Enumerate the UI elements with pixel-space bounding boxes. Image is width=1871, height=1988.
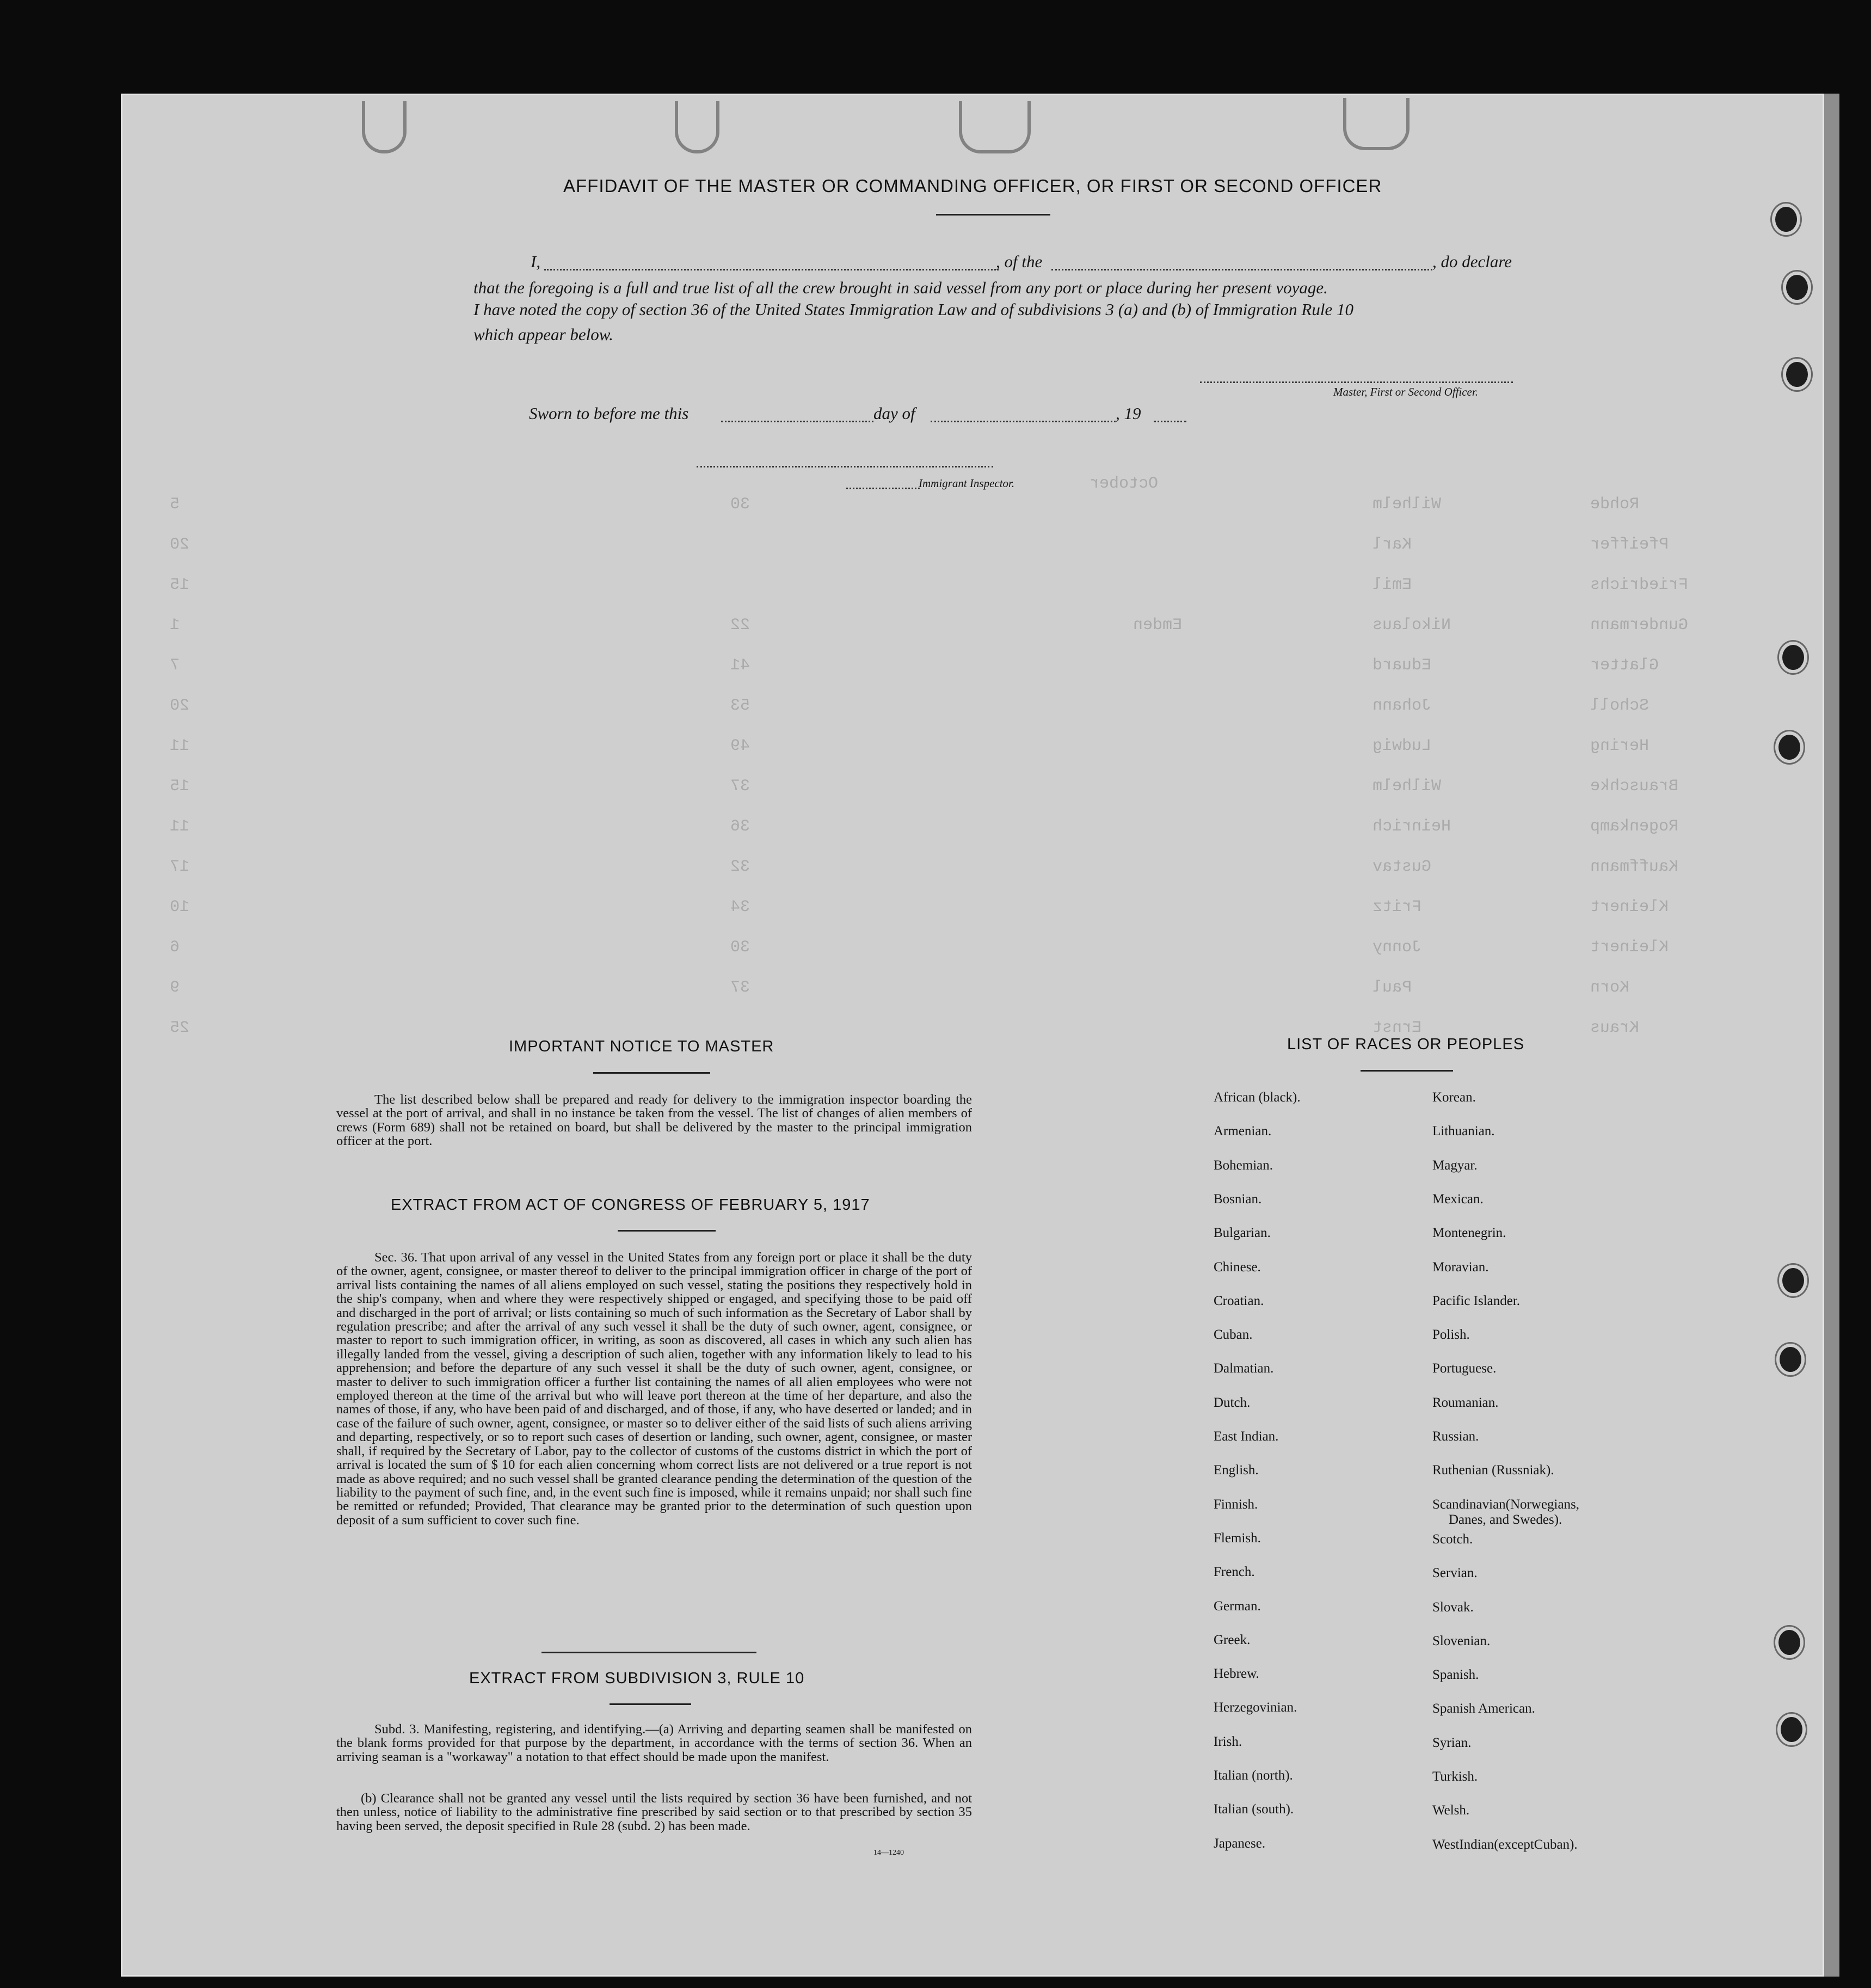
- bleed-through-text: 20: [170, 536, 190, 554]
- inspector-signature-field[interactable]: [846, 487, 920, 489]
- race-item: Servian.: [1432, 1566, 1478, 1581]
- bleed-through-text: 9: [170, 978, 180, 997]
- bleed-through-text: 17: [170, 858, 190, 876]
- bleed-through-text: Glatter: [1590, 656, 1659, 675]
- bleed-through-text: 53: [730, 697, 750, 715]
- bleed-through-text: 20: [170, 697, 190, 715]
- bleed-through-text: Karl: [1373, 536, 1412, 554]
- bleed-through-text: Scholl: [1590, 697, 1650, 715]
- rule-title: EXTRACT FROM SUBDIVISION 3, RULE 10: [469, 1670, 805, 1687]
- affidavit-of-the: , of the: [996, 252, 1043, 271]
- race-item: Spanish.: [1432, 1667, 1479, 1683]
- race-item: Japanese.: [1214, 1836, 1266, 1851]
- race-item: Pacific Islander.: [1432, 1293, 1521, 1308]
- bleed-through-text: 1: [170, 616, 180, 635]
- race-item: Portuguese.: [1432, 1361, 1497, 1376]
- bleed-through-text: Korn: [1590, 978, 1630, 997]
- rule-rule: [610, 1703, 691, 1705]
- race-item: Mexican.: [1432, 1191, 1484, 1207]
- race-item: WestIndian(exceptCuban).: [1432, 1837, 1578, 1852]
- race-item: Greek.: [1214, 1632, 1251, 1647]
- race-item: Ruthenian (Russniak).: [1432, 1463, 1554, 1478]
- sworn-day-field[interactable]: [721, 420, 873, 422]
- bleed-through-text: Ludwig: [1373, 737, 1432, 755]
- affidavit-title: AFFIDAVIT OF THE MASTER OR COMMANDING OFFICER, OR FIRST OR SECOND OFFICER: [563, 176, 1382, 196]
- races-rule: [1361, 1070, 1453, 1072]
- bleed-through-text: 15: [170, 576, 190, 594]
- bleed-through-text: Johann: [1373, 697, 1432, 715]
- race-item: Montenegrin.: [1432, 1226, 1506, 1241]
- bleed-through-text: Gundermann: [1590, 616, 1689, 635]
- inspector-signature-field[interactable]: [697, 465, 993, 467]
- race-item: Chinese.: [1214, 1259, 1261, 1275]
- title-rule: [936, 214, 1050, 216]
- bleed-through-text: 49: [730, 737, 750, 755]
- bleed-through-text: Rogenkamp: [1590, 817, 1679, 836]
- bleed-through-text: 15: [170, 777, 190, 796]
- bleed-through-text: 11: [170, 737, 190, 755]
- race-item: English.: [1214, 1463, 1259, 1478]
- notice-text: The list described below shall be prepared and ready for delivery to the immigration inspector boarding the vessel at the port of arrival, and shall in no instance be taken from the vessel. The list of changes of alien members of crews (Form 689) shall not be retained on board, but shall be delivered by the master to the principal immigration officer at the port.: [336, 1092, 972, 1149]
- race-item: African (black).: [1214, 1090, 1301, 1105]
- race-item: Croatian.: [1214, 1293, 1264, 1308]
- rule-text-a: Subd. 3. Manifesting, registering, and identifying.—(a) Arriving and departing seamen shall be manifested on the blank forms provided for that purpose by the department, in accordance with the terms of section 36. When an arriving seaman is a "workaway" a notation to that effect should be made upon the manifest.: [336, 1722, 972, 1764]
- notice-rule: [593, 1072, 710, 1074]
- bleed-through-text: Nikolaus: [1373, 616, 1451, 635]
- bleed-through-text: Ernst: [1373, 1019, 1422, 1037]
- race-item: Syrian.: [1432, 1735, 1472, 1750]
- officer-signature-field[interactable]: [1200, 381, 1513, 383]
- bleed-through-text: 25: [170, 1019, 190, 1037]
- races-title: LIST OF RACES OR PEOPLES: [1287, 1036, 1525, 1053]
- notice-title: IMPORTANT NOTICE TO MASTER: [509, 1038, 774, 1055]
- race-item: Lithuanian.: [1432, 1124, 1495, 1139]
- bleed-through-text: Emden: [1133, 616, 1183, 635]
- race-item: Danes, and Swedes).: [1449, 1512, 1562, 1527]
- affidavit-line-2: that the foregoing is a full and true list of all the crew brought in said vessel from any port or place during her present voyage.: [473, 278, 1328, 297]
- race-item: Dalmatian.: [1214, 1361, 1274, 1376]
- race-item: Welsh.: [1432, 1803, 1470, 1818]
- bleed-through-text: 22: [730, 616, 750, 635]
- signature-caption: Master, First or Second Officer.: [1333, 385, 1478, 398]
- bleed-through-text: Kleinert: [1590, 938, 1669, 957]
- race-item: French.: [1214, 1565, 1255, 1580]
- race-item: Bulgarian.: [1214, 1226, 1271, 1241]
- bleed-through-text: Kleinert: [1590, 898, 1669, 916]
- bleed-through-text: Jonny: [1373, 938, 1422, 957]
- bleed-through-text: Rohde: [1590, 495, 1640, 514]
- bleed-through-text: Friedrichs: [1590, 576, 1689, 594]
- bleed-through-text: Pfeiffer: [1590, 536, 1669, 554]
- bleed-through-text: 32: [730, 858, 750, 876]
- bleed-through-text: Paul: [1373, 978, 1412, 997]
- act-rule: [618, 1230, 716, 1232]
- inspector-caption: Immigrant Inspector.: [919, 477, 1015, 490]
- act-title: EXTRACT FROM ACT OF CONGRESS OF FEBRUARY 5, 1917: [391, 1196, 870, 1214]
- day-of-label: day of: [873, 404, 915, 423]
- race-item: Polish.: [1432, 1327, 1470, 1343]
- sworn-month-field[interactable]: [931, 420, 1116, 422]
- bleed-through-text: Wilhelm: [1373, 777, 1442, 796]
- bleed-through-text: Heinrich: [1373, 817, 1451, 836]
- sworn-label: Sworn to before me this: [529, 404, 689, 423]
- race-item: Roumanian.: [1432, 1395, 1499, 1410]
- bleed-through-text: Brauschke: [1590, 777, 1679, 796]
- race-item: Scotch.: [1432, 1531, 1473, 1547]
- act-text: Sec. 36. That upon arrival of any vessel in the United States from any foreign port or place it shall be the duty of the owner, agent, consignee, or master thereof to deliver to the principal immigration officer in charge of the port of arrival lists containing the names of all aliens employed on such vessel, stating the positions they respectively hold in the ship's company, when and where they were respectively shipped or engaged, and specifying those to be paid off and discharged in the port of arrival; or lists containing so much of such information as the Secretary of Labor shall by regulation prescribe; and after the arrival of any such vessel it shall be the duty of such owner, agent, consignee, or master to report to such immigration officer, in writing, as soon as discovered, all cases in which any such alien has illegally landed from the vessel, giving a description of such alien, together with any information likely to lead to his apprehension; and before the departure of any such vessel it shall be the duty of such owner, agent, consignee, or master to deliver to such immigration officer a further list containing the names of all alien employees who were not employed thereon at the time of the arrival but who will leave port thereon at the time of her departure, and also the names of those, if any, who have been paid of and discharged, and of those, if any, who have deserted or landed; and in case of the failure of such owner, agent, consignee, or master so to deliver either of the said lists of such aliens arriving and departing, respectively, or so to report such cases of desertion or landing, such owner, agent, consignee, or master shall, if required by the Secretary of Labor, pay to the collector of customs of the customs district in which the port of arrival is located the sum of $ 10 for each alien concerning whom correct lists are not delivered or a true report is not made as above required; and no such vessel shall be granted clearance pending the determination of the question of the liability to the payment of such fine, and, in the event such fine is imposed, while it remains unpaid; nor shall such fine be remitted or refunded; Provided, That clearance may be granted prior to the determination of such question upon deposit of a sum sufficient to cover such fine.: [336, 1250, 972, 1528]
- race-item: Slovenian.: [1432, 1633, 1491, 1648]
- sworn-year-field[interactable]: [1154, 420, 1186, 422]
- bleed-through-text: 6: [170, 938, 180, 957]
- race-item: Herzegovinian.: [1214, 1700, 1297, 1715]
- bleed-through-text: Eduard: [1373, 656, 1432, 675]
- year-label: , 19: [1116, 404, 1141, 423]
- bleed-through-layer: [121, 94, 1824, 1977]
- bleed-through-text: 34: [730, 898, 750, 916]
- bleed-through-text: Kraus: [1590, 1019, 1640, 1037]
- race-item: Armenian.: [1214, 1124, 1272, 1139]
- affidavit-declare: , do declare: [1432, 252, 1512, 271]
- bleed-through-text: Wilhelm: [1373, 495, 1442, 514]
- bleed-through-text: Hering: [1590, 737, 1650, 755]
- race-item: East Indian.: [1214, 1429, 1279, 1444]
- name-field[interactable]: [544, 268, 999, 270]
- vessel-field[interactable]: [1051, 268, 1432, 270]
- race-item: Bosnian.: [1214, 1191, 1262, 1207]
- bleed-through-text: 7: [170, 656, 180, 675]
- race-item: Irish.: [1214, 1734, 1242, 1749]
- bleed-through-text: October: [1090, 475, 1159, 493]
- race-item: Turkish.: [1432, 1769, 1478, 1784]
- rule-top-rule: [541, 1652, 756, 1653]
- race-item: Russian.: [1432, 1429, 1479, 1444]
- race-item: Bohemian.: [1214, 1158, 1273, 1173]
- bleed-through-text: 41: [730, 656, 750, 675]
- race-item: Flemish.: [1214, 1530, 1261, 1546]
- affidavit-line-3: I have noted the copy of section 36 of the United States Immigration Law and of subdivisions 3 (a) and (b) of Immigration Rule 10: [473, 300, 1353, 319]
- rule-text-b: (b) Clearance shall not be granted any vessel until the lists required by section 36 have been furnished, and not then unless, notice of liability to the administrative fine prescribed by said section or to that prescribed by section 35 having been served, the deposit specified in Rule 28 (subd. 2) has been made.: [336, 1791, 972, 1833]
- race-item: Magyar.: [1432, 1158, 1478, 1173]
- bleed-through-text: 11: [170, 817, 190, 836]
- race-item: German.: [1214, 1598, 1261, 1614]
- race-item: Korean.: [1432, 1090, 1476, 1105]
- bleed-through-text: 10: [170, 898, 190, 916]
- race-item: Finnish.: [1214, 1497, 1258, 1512]
- race-item: Moravian.: [1432, 1259, 1489, 1275]
- race-item: Hebrew.: [1214, 1666, 1259, 1682]
- bleed-through-text: 30: [730, 938, 750, 957]
- bleed-through-text: Kauffmann: [1590, 858, 1679, 876]
- bleed-through-text: Fritz: [1373, 898, 1422, 916]
- affidavit-line-4: which appear below.: [473, 325, 613, 344]
- affidavit-pronoun: I,: [531, 252, 541, 271]
- bleed-through-text: 5: [170, 495, 180, 514]
- bleed-through-text: Emil: [1373, 576, 1412, 594]
- bleed-through-text: Gustav: [1373, 858, 1432, 876]
- race-item: Italian (south).: [1214, 1802, 1294, 1817]
- bleed-through-text: 36: [730, 817, 750, 836]
- bleed-through-text: 37: [730, 978, 750, 997]
- bleed-through-text: 37: [730, 777, 750, 796]
- race-item: Spanish American.: [1432, 1701, 1535, 1716]
- bleed-through-text: 30: [730, 495, 750, 514]
- race-item: Dutch.: [1214, 1395, 1251, 1410]
- race-item: Slovak.: [1432, 1599, 1474, 1615]
- race-item: Cuban.: [1214, 1327, 1253, 1343]
- race-item: Italian (north).: [1214, 1768, 1293, 1783]
- race-item: Scandinavian(Norwegians,: [1432, 1497, 1580, 1512]
- form-number: 14—1240: [873, 1849, 904, 1857]
- page-edge: [1824, 94, 1839, 1977]
